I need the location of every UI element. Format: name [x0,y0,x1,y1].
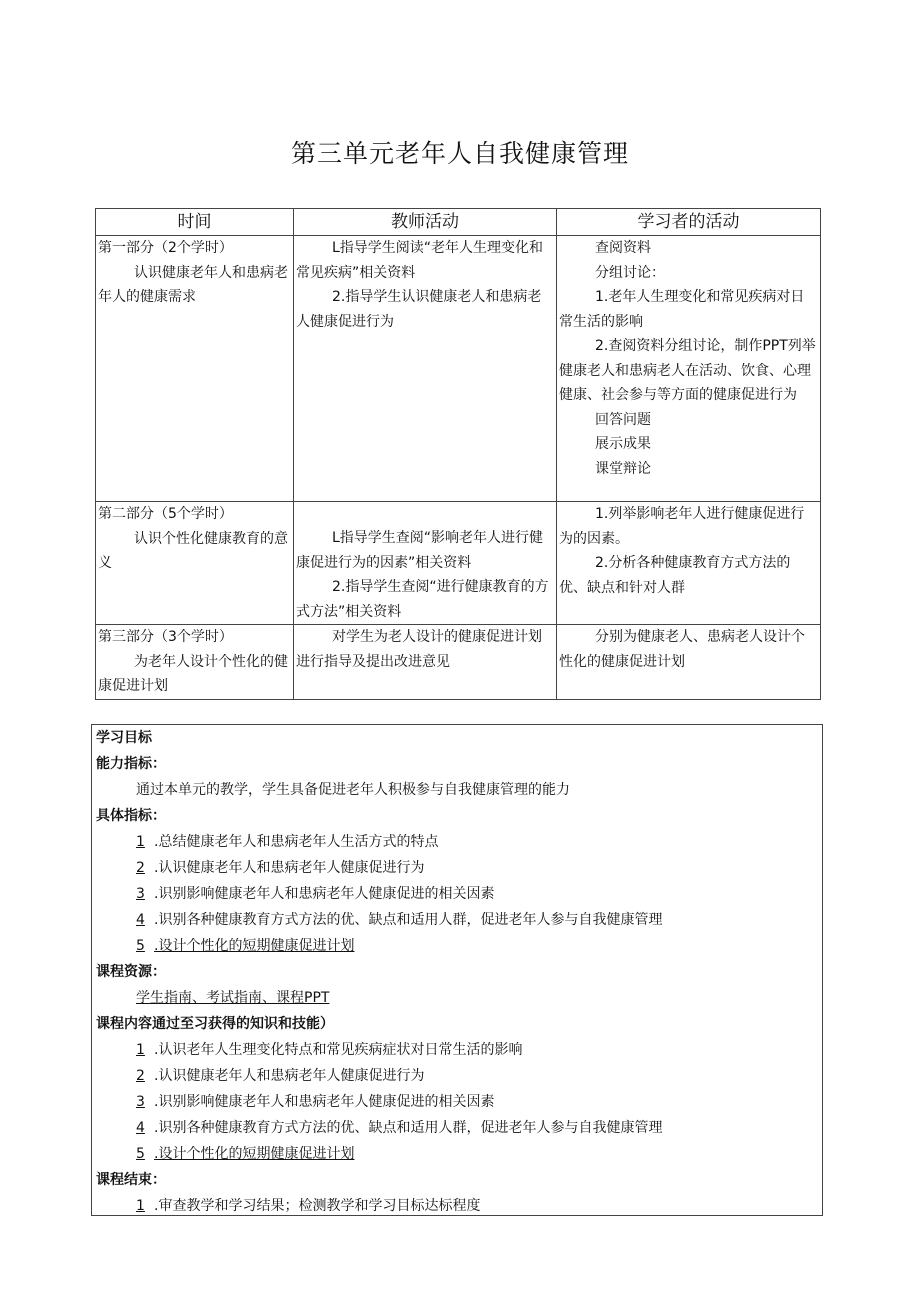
specific-label: 具体指标： [96,808,166,824]
item-number: 3 [136,1094,145,1110]
time-cell [96,625,294,700]
item-number: 4 [136,912,145,928]
item-number: 3 [136,886,145,902]
item-text: .设计个性化的短期健康促进计划 [154,1146,355,1162]
ability-label: 能力指标： [96,756,166,772]
list-item [96,1063,818,1089]
list-item [96,907,818,933]
item-text: .审查教学和学习结果；检测教学和学习目标达标程度 [154,1198,481,1214]
resources-label: 课程资源： [96,964,166,980]
list-item [96,1193,818,1219]
item-number: 2 [136,860,145,876]
teacher-activity: 2.指导学生查阅“进行健康教育的方式方法”相关资料 [296,579,549,620]
learner-activity: 分组讨论： [595,264,665,281]
item-number: 5 [136,938,145,954]
learner-activity: 展示成果 [595,436,651,452]
learner-activity: 1.列举影响老年人进行健康促进行为的因素。 [559,506,805,547]
table-row [96,236,821,502]
end-label: 课程结束： [96,1172,166,1188]
learner-activity: 查阅资料 [595,240,651,256]
list-item [96,1037,818,1063]
item-number: 1 [136,1198,145,1214]
item-number: 1 [136,1042,145,1058]
learner-cell [557,625,821,700]
ability-text: 通过本单元的教学，学生具备促进老年人积极参与自我健康管理的能力 [136,782,570,798]
item-text: .识别影响健康老年人和患病老年人健康促进的相关因素 [154,886,495,902]
learner-activity: 2.分析各种健康教育方式方法的优、缺点和针对人群 [559,555,791,596]
teacher-cell [294,502,557,625]
learner-activity: 2.查阅资料分组讨论，制作PPT列举健康老人和患病老人在活动、饮食、心理健康、社会参与等方面的健康促进行为 [559,338,816,403]
table-row [96,625,821,700]
item-text: .认识健康老年人和患病老年人健康促进行为 [154,1068,425,1084]
item-text: .识别各种健康教育方式方法的优、缺点和适用人群，促进老年人参与自我健康管理 [154,1120,663,1136]
part-topic: 认识个性化健康教育的意义 [98,530,288,571]
goals-heading: 学习目标 [96,730,152,746]
part-topic: 认识健康老年人和患病老年人的健康需求 [98,264,288,305]
list-item [96,855,818,881]
item-number: 5 [136,1146,145,1162]
page-title: 第三单元老年人自我健康管理 [290,139,629,168]
time-cell [96,236,294,502]
item-text: .认识老年人生理变化特点和常见疾病症状对日常生活的影响 [154,1042,523,1058]
part-label: 第一部分（2个学时） [98,240,233,256]
teacher-activity: L指导学生阅读“老年人生理变化和常见疾病”相关资料 [296,240,544,281]
list-item [96,1115,818,1141]
item-text: .设计个性化的短期健康促进计划 [154,938,355,954]
learning-goals-box [91,724,823,1216]
teacher-cell [294,236,557,502]
item-number: 2 [136,1068,145,1084]
item-text: .识别各种健康教育方式方法的优、缺点和适用人群，促进老年人参与自我健康管理 [154,912,663,928]
list-item [96,1141,818,1167]
content-label: 课程内容通过至习获得的知识和技能） [96,1016,334,1032]
teacher-cell [294,625,557,700]
item-number: 1 [136,834,145,850]
list-item [96,829,818,855]
teacher-activity: 对学生为老人设计的健康促进计划进行指导及提出改进意见 [296,629,542,670]
list-item [96,881,818,907]
item-number: 4 [136,1120,145,1136]
teacher-activity: L指导学生查阅“影响老年人进行健康促进行为的因素”相关资料 [296,530,544,571]
activity-table [95,208,821,700]
item-text: .认识健康老年人和患病老年人健康促进行为 [154,860,425,876]
learner-activity: 课堂辩论 [595,460,651,477]
resources-text [96,985,818,1011]
header-teacher: 教师活动 [294,209,557,236]
header-learner: 学习者的活动 [557,209,821,236]
part-topic: 为老年人设计个性化的健康促进计划 [98,653,288,694]
part-label: 第三部分（3个学时） [98,629,233,645]
table-header-row [96,209,821,236]
learner-activity: 分别为健康老人、患病老人设计个性化的健康促进计划 [559,629,805,670]
learner-cell [557,502,821,625]
list-item [96,933,818,959]
header-time: 时间 [96,209,294,236]
item-text: .识别影响健康老年人和患病老年人健康促进的相关因素 [154,1094,495,1110]
part-label: 第二部分（5个学时） [98,506,233,522]
list-item [96,1089,818,1115]
table-row [96,502,821,625]
resources-value: 学生指南、考试指南、课程PPT [136,990,330,1006]
learner-activity: 1.老年人生理变化和常见疾病对日常生活的影响 [559,289,805,330]
learner-cell [557,236,821,502]
time-cell [96,502,294,625]
teacher-activity: 2.指导学生认识健康老人和患病老人健康促进行为 [296,289,542,330]
item-text: .总结健康老年人和患病老年人生活方式的特点 [154,834,439,850]
learner-activity: 回答问题 [595,411,651,428]
